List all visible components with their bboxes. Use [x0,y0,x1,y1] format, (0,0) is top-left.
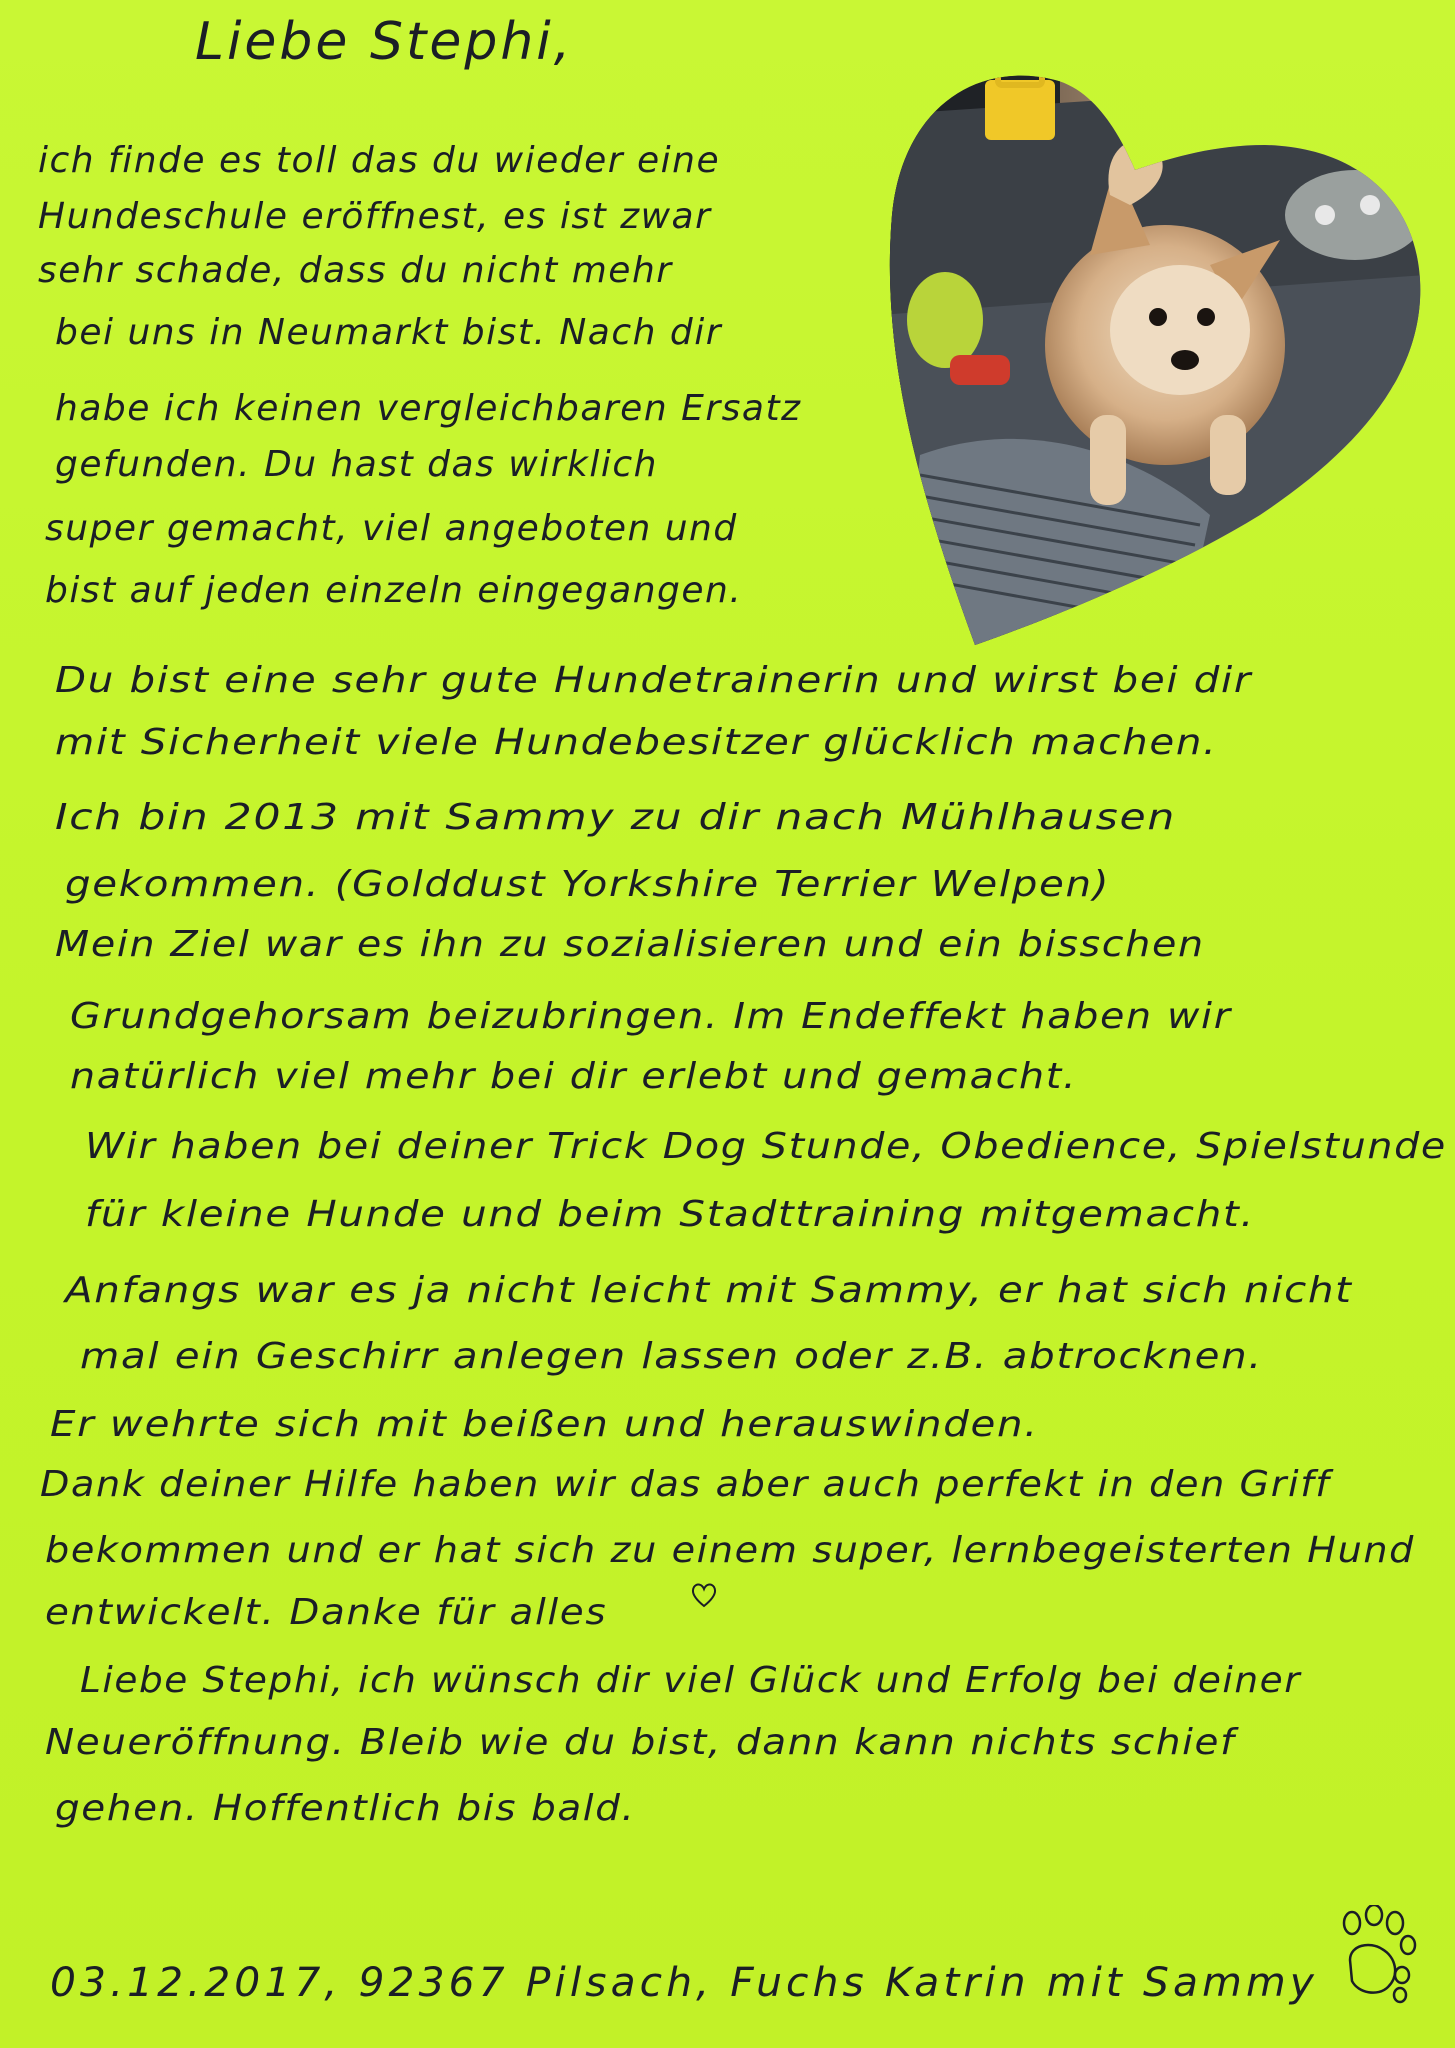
small-heart-icon [690,1582,718,1608]
letter-line-5: habe ich keinen vergleichbaren Ersatz [55,388,802,429]
dog-heart-photo [880,55,1425,655]
letter-line-17: für kleine Hunde und beim Stadttraining mitgemacht. [85,1194,1255,1235]
letter-line-7: super gemacht, viel angeboten und [45,508,738,549]
letter-line-23: entwickelt. Danke für alles [45,1592,608,1633]
letter-line-13: Mein Ziel war es ihn zu sozialisieren und ein bisschen [55,924,1205,965]
letter-line-24: Liebe Stephi, ich wünsch dir viel Glück und Erfolg bei deiner [80,1660,1302,1701]
letter-line-3: sehr schade, dass du nicht mehr [38,250,673,291]
letter-line-4: bei uns in Neumarkt bist. Nach dir [55,312,723,353]
letter-line-8: bist auf jeden einzeln eingegangen. [45,570,743,611]
letter-line-19: mal ein Geschirr anlegen lassen oder z.B. abtrocknen. [80,1336,1263,1377]
letter-line-6: gefunden. Du hast das wirklich [55,444,658,485]
letter-line-1: ich finde es toll das du wieder eine [38,140,721,181]
letter-line-16: Wir haben bei deiner Trick Dog Stunde, Obedience, Spielstunde [85,1126,1447,1167]
letter-line-21: Dank deiner Hilfe haben wir das aber auch perfekt in den Griff [40,1464,1331,1505]
letter-line-22: bekommen und er hat sich zu einem super, lernbegeisterten Hund [45,1530,1415,1571]
letter-line-12: gekommen. (Golddust Yorkshire Terrier Welpen) [65,864,1111,905]
letter-line-18: Anfangs war es ja nicht leicht mit Sammy, er hat sich nicht [65,1270,1353,1311]
letter-line-26: gehen. Hoffentlich bis bald. [55,1788,636,1829]
letter-line-10: mit Sicherheit viele Hundebesitzer glücklich machen. [55,722,1218,763]
letter-line-2: Hundeschule eröffnest, es ist zwar [38,196,712,237]
letter-line-15: natürlich viel mehr bei dir erlebt und gemacht. [70,1056,1078,1097]
paw-print-icon [1330,1905,1420,2005]
letter-line-14: Grundgehorsam beizubringen. Im Endeffekt haben wir [70,996,1232,1037]
letter-signature: 03.12.2017, 92367 Pilsach, Fuchs Katrin mit Sammy [50,1960,1319,2006]
letter-greeting: Liebe Stephi, [195,12,574,72]
letter-line-9: Du bist eine sehr gute Hundetrainerin und wirst bei dir [55,660,1253,701]
letter-line-20: Er wehrte sich mit beißen und herauswinden. [50,1404,1039,1445]
letter-line-11: Ich bin 2013 mit Sammy zu dir nach Mühlhausen [55,797,1177,838]
letter-line-25: Neueröffnung. Bleib wie du bist, dann kann nichts schief [45,1722,1236,1763]
